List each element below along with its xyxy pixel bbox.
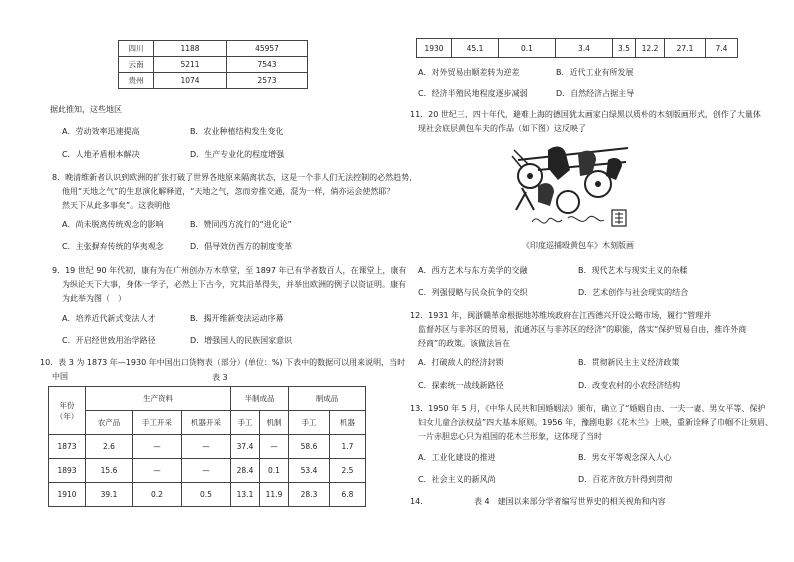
table-subheader-row: 农产品 手工开采 机器开采 手工 机制 手工 机器	[49, 411, 366, 435]
q8-option-a[interactable]: A．尚未脱离传统观念的影响	[62, 220, 164, 229]
q9-option-a[interactable]: A．培养近代新式变法人才	[62, 314, 156, 323]
q11-option-c[interactable]: C．列强侵略与民众抗争的交织	[418, 288, 528, 297]
q11-stem-line: 11．20 世纪三、四十年代，避难上海的德国犹太画家白绿黑以质朴的木刻版画形式，创作了大量体	[410, 110, 761, 119]
q7-option-a[interactable]: A．劳动效率迅速提高	[62, 127, 140, 136]
table-row: 贵州 1074 2573	[119, 73, 308, 89]
q7-option-d[interactable]: D．生产专业化的程度增强	[190, 150, 285, 159]
q10-option-c[interactable]: C．经济半殖民地程度逐步减弱	[418, 89, 528, 98]
q13-option-b[interactable]: B．男女平等观念深入人心	[578, 453, 672, 462]
q12-option-d[interactable]: D．改变农村的小农经济结构	[578, 381, 681, 390]
q13-option-d[interactable]: D．百花齐放方针得到贯彻	[578, 475, 673, 484]
illustration-caption: 《印度巡捕殴黄包车》木刻版画	[522, 241, 634, 250]
q8-option-d[interactable]: D．倡导效仿西方的制度变革	[190, 242, 293, 251]
export-table-continued	[416, 38, 738, 58]
q8-option-c[interactable]: C．主张摒弃传统的华夷观念	[62, 242, 164, 251]
q11-option-d[interactable]: D．艺术创作与社会现实的结合	[578, 288, 689, 297]
woodcut-illustration	[508, 140, 638, 234]
q9-stem-line: 为此举为图（ ）	[62, 294, 126, 303]
q8-option-b[interactable]: B．赞同西方流行的“进化论”	[190, 220, 292, 229]
q7-option-c[interactable]: C．人地矛盾根本解决	[62, 150, 140, 159]
q7-option-b[interactable]: B．农业种植结构发生变化	[190, 127, 284, 136]
table-row: 云南 5211 7543	[119, 57, 308, 73]
q10-stem-line: 10．表 3 为 1873 年—1930 年中国出口货物表（部分）(单位：%) 下表中的数据可以用来说明，当时	[40, 358, 406, 367]
table-row: 四川 1188 45957	[119, 41, 308, 57]
table-row: 1930 45.1 0.1 3.4 3.5 12.2 27.1 7.4	[417, 39, 738, 58]
table3-title: 表 3	[212, 373, 228, 382]
q13-stem-line: 妇女儿童合法权益”四大基本原则。1956 年，豫剧电影《花木兰》上映，重新诠释了巾帼不让须眉、	[418, 418, 774, 427]
q11-option-b[interactable]: B．现代艺术与现实主义的杂糅	[578, 266, 688, 275]
q12-option-c[interactable]: C．探索统一战线新路径	[418, 381, 504, 390]
q12-stem-line: 经商”的政策。该做法旨在	[418, 339, 511, 348]
q9-option-d[interactable]: D．增强国人的民族国家意识	[190, 336, 293, 345]
q10-option-b[interactable]: B．近代工业有所发展	[556, 68, 634, 77]
q10-stem-line: 中国	[52, 372, 68, 381]
table4-title: 表 4 建国以来部分学者编写世界史的相关视角和内容	[474, 497, 666, 506]
q13-option-a[interactable]: A．工业化建设的推进	[418, 453, 496, 462]
q12-option-a[interactable]: A．打破敌人的经济封锁	[418, 358, 504, 367]
q7-stem: 据此推知，这些地区	[50, 105, 122, 114]
q8-stem-line: 8．晚清维新者认识到欧洲的扩张打破了世界各地原来隔离状态，这是一个非人们无法控制的必然趋势，	[52, 173, 418, 182]
q13-option-c[interactable]: C．社会主义的新风尚	[418, 475, 496, 484]
q10-option-d[interactable]: D．自然经济占据主导	[556, 89, 635, 98]
q13-stem-line: 一片赤胆忠心只为祖国的花木兰形象，这体现了当时	[418, 432, 602, 441]
q10-option-a[interactable]: A．对外贸易由顺差转为逆差	[418, 68, 520, 77]
q11-option-a[interactable]: A．西方艺术与东方美学的交融	[418, 266, 528, 275]
q14-number: 14.	[410, 497, 423, 506]
q12-option-b[interactable]: B．贯彻新民主主义经济政策	[578, 358, 680, 367]
table-header-row: 年份 （年） 生产资料 半制成品 制成品	[49, 387, 366, 411]
region-table	[118, 40, 308, 89]
q12-stem-line: 监督苏区与非苏区的贸易，流通苏区与非苏区的经济”的职能，落实“保护贸易自由，推许外商	[418, 325, 747, 334]
export-table	[48, 386, 366, 507]
q9-option-b[interactable]: B．揭开维新变法运动序幕	[190, 314, 284, 323]
q8-stem-line: 他用“天地之气”的生息演化解释道，“天地之气，忽而旁推交通，混为一样，倘亦运会使然耶？	[62, 187, 395, 196]
table-row: 1893 15.6 — — 28.4 0.1 53.4 2.5	[49, 459, 366, 483]
q13-stem-line: 13．1950 年 5 月，《中华人民共和国婚姻法》颁布，确立了“婚姻自由、一夫一妻、男女平等、保护	[410, 404, 766, 413]
q9-stem-line: 9．19 世纪 90 年代初，康有为在广州创办万木草堂，至 1897 年已有学者数百人，在课堂上，康有	[52, 266, 407, 275]
q12-stem-line: 12．1931 年，闽浙赣革命根据地苏维埃政府在江西德兴开设公略市场，履行“管理并	[410, 311, 712, 320]
q9-stem-line: 为纵论天下大事，身体一学子，必然上下古今，究其沿革得失，并举出欧洲的例子以资证明。康有	[62, 280, 406, 289]
q11-stem-line: 现社会底层黄包车夫的作品（如下图）这反映了	[418, 124, 586, 133]
table-row: 1910 39.1 0.2 0.5 13.1 11.9 28.3 6.8	[49, 483, 366, 507]
q9-option-c[interactable]: C．开启经世致用治学路径	[62, 336, 156, 345]
q8-stem-line: 然天下从此多事矣”。这表明他	[62, 201, 171, 210]
table-row: 1873 2.6 — — 37.4 — 58.6 1.7	[49, 435, 366, 459]
